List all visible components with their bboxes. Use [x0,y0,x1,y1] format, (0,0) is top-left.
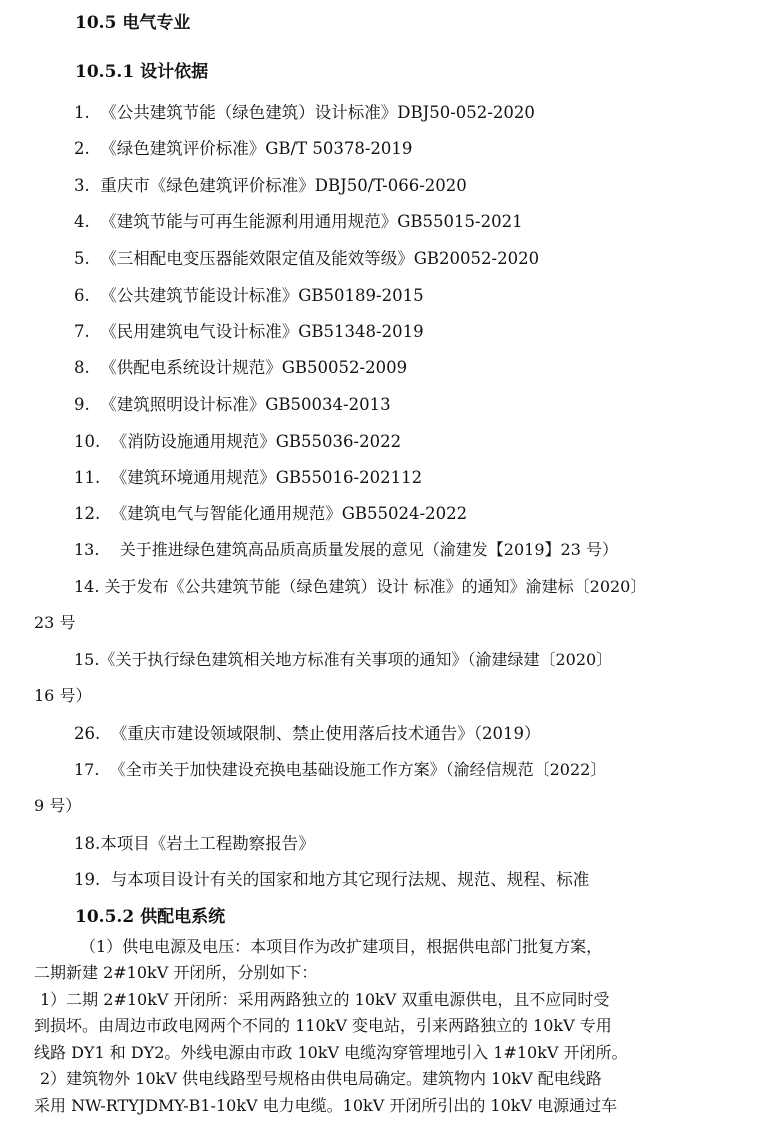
paragraph-line: 1）二期 2#10kV 开闭所：采用两路独立的 10kV 双重电源供电，且不应同时受 [40,990,610,1009]
list-item: 13. 关于推进绿色建筑高品质高质量发展的意见（渝建发【2019】23 号） [74,540,618,559]
list-item: 3. 重庆市《绿色建筑评价标准》DBJ50/T-066-2020 [74,176,467,195]
heading-10-5: 10.5 电气专业 [75,13,191,33]
paragraph-line: 二期新建 2#10kV 开闭所，分别如下： [34,963,318,982]
list-item: 18.本项目《岩土工程勘察报告》 [74,834,315,853]
list-item: 8. 《供配电系统设计规范》GB50052-2009 [74,358,408,377]
list-item-continuation: 9 号） [34,796,82,815]
list-item: 12. 《建筑电气与智能化通用规范》GB55024-2022 [74,504,468,523]
paragraph-line: 采用 NW-RTYJDMY-B1-10kV 电力电缆。10kV 开闭所引出的 10kV 电源通过车 [34,1096,618,1115]
list-item: 10. 《消防设施通用规范》GB55036-2022 [74,432,402,451]
list-item: 19. 与本项目设计有关的国家和地方其它现行法规、规范、规程、标准 [74,870,590,889]
list-item: 2. 《绿色建筑评价标准》GB/T 50378-2019 [74,139,413,158]
list-item: 1. 《公共建筑节能（绿色建筑）设计标准》DBJ50-052-2020 [74,103,535,122]
paragraph-line: 2）建筑物外 10kV 供电线路型号规格由供电局确定。建筑物内 10kV 配电线路 [40,1069,602,1088]
list-item: 5. 《三相配电变压器能效限定值及能效等级》GB20052-2020 [74,249,540,268]
paragraph-line: （1）供电电源及电压：本项目作为改扩建项目，根据供电部门批复方案， [80,937,603,956]
heading-10-5-2: 10.5.2 供配电系统 [75,907,226,927]
list-item: 11. 《建筑环境通用规范》GB55016-202112 [74,468,423,487]
list-item: 17. 《全市关于加快建设充换电基础设施工作方案》（渝经信规范〔2022〕 [74,760,607,779]
paragraph-line: 线路 DY1 和 DY2。外线电源由市政 10kV 电缆沟穿管埋地引入 1#10kV 开闭所。 [34,1043,628,1062]
list-item: 6. 《公共建筑节能设计标准》GB50189-2015 [74,286,424,305]
list-item: 14. 关于发布《公共建筑节能（绿色建筑）设计 标准》的通知》渝建标〔2020〕 [74,577,647,596]
list-item: 26. 《重庆市建设领域限制、禁止使用落后技术通告》（2019） [74,724,541,743]
paragraph-line: 到损坏。由周边市政电网两个不同的 110kV 变电站，引来两路独立的 10kV 专用 [34,1016,612,1035]
list-item: 9. 《建筑照明设计标准》GB50034-2013 [74,395,391,414]
list-item: 4. 《建筑节能与可再生能源利用通用规范》GB55015-2021 [74,212,523,231]
list-item: 7. 《民用建筑电气设计标准》GB51348-2019 [74,322,424,341]
list-item-continuation: 23 号 [34,613,76,632]
heading-10-5-1: 10.5.1 设计依据 [75,62,209,82]
list-item: 15.《关于执行绿色建筑相关地方标准有关事项的通知》（渝建绿建〔2020〕 [74,650,613,669]
list-item-continuation: 16 号） [34,686,92,705]
